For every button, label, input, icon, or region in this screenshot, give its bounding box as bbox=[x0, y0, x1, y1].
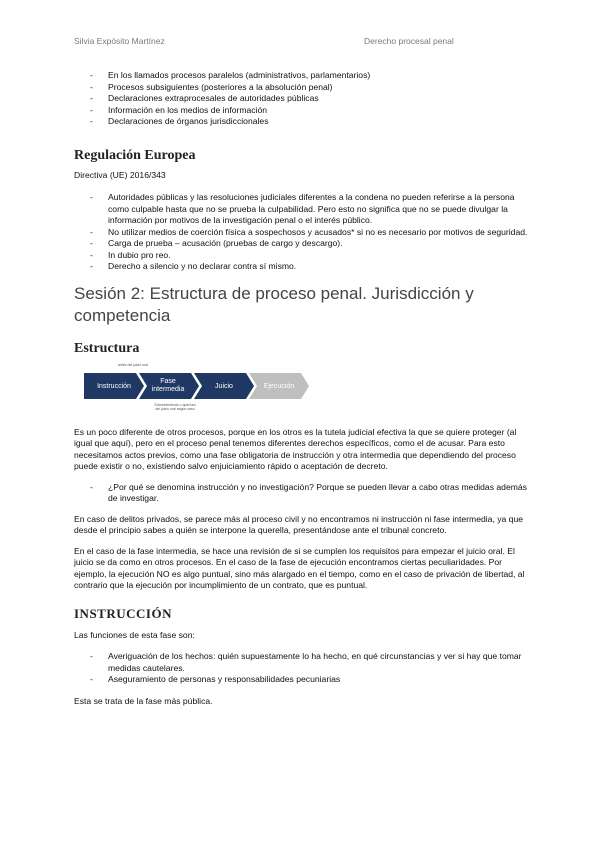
step-instruccion-label: Instrucción bbox=[97, 382, 131, 390]
list-item: - Declaraciones de órganos jurisdiccionales bbox=[74, 116, 534, 128]
instruccion-heading: INSTRUCCIÓN bbox=[74, 605, 172, 621]
page-content bbox=[74, 70, 534, 707]
list-item: - No utilizar medios de coerción física a sospechosos y acusados* si no es necesario por motivos de seguridad. bbox=[74, 227, 534, 239]
estructura-question-list bbox=[74, 482, 534, 505]
instruccion-intro: Las funciones de esta fase son: bbox=[74, 629, 195, 640]
diagram-below-note: Sobreseimiento o apertura del juicio oral según caso bbox=[154, 402, 196, 411]
estructura-heading: Estructura bbox=[74, 340, 140, 356]
step-ejecucion-label: Ejecución bbox=[263, 382, 295, 390]
top-list bbox=[74, 70, 534, 128]
estructura-paragraph-1: Es un poco diferente de otros procesos, porque en los otros es la tutela judicial efectiva la que se quiere proteger (al igual que aquí), pero en el proceso penal tenemos diferentes derechos específicos, como el de acusar. Para esto necesitamos actos previos, como una fase obligatoria de instrucción y otra intermedia que dependiendo del proceso puede existir o no, existiendo salvo enjuiciamiento rápido o aceptación de decreto. bbox=[74, 426, 517, 471]
list-item: - Autoridades públicas y las resoluciones judiciales diferentes a la condena no pueden referirse a la persona como culpable hasta que no se prueba la culpabilidad. Pero esto no significa que no se puede divulgar la información por motivos de la investigación penal o el interés público. bbox=[74, 192, 534, 227]
header-author: Silvia Expósito Martínez bbox=[74, 36, 165, 46]
estructura-paragraph-2: En caso de delitos privados, se parece más al proceso civil y no encontramos ni instrucción ni fase intermedia, ya que desde el principio sabes a quién se interpone la querella, presentándose ante el tribunal concreto. bbox=[74, 513, 524, 535]
list-item: - Información en los medios de información bbox=[74, 105, 534, 117]
list-item: - En los llamados procesos paralelos (administrativos, parlamentarios) bbox=[74, 70, 534, 82]
sesion-heading: Sesión 2: Estructura de proceso penal. Jurisdicción y competencia bbox=[74, 283, 474, 325]
regulacion-heading: Regulación Europea bbox=[74, 147, 196, 163]
header-subject: Derecho procesal penal bbox=[364, 36, 454, 46]
list-item: - ¿Por qué se denomina instrucción y no investigación? Porque se pueden llevar a cabo otras medidas además de investigar. bbox=[74, 482, 534, 505]
list-item: - In dubio pro reo. bbox=[74, 250, 534, 262]
list-item: - Declaraciones extraprocesales de autoridades públicas bbox=[74, 93, 534, 105]
step-juicio-label: Juicio bbox=[215, 382, 233, 390]
list-item: - Averiguación de los hechos: quién supuestamente lo ha hecho, en qué circunstancias y ver si hay que tomar medidas cautelares. bbox=[74, 651, 534, 674]
process-diagram bbox=[74, 363, 534, 419]
regulacion-list bbox=[74, 192, 534, 273]
instruccion-closing: Esta se trata de la fase más pública. bbox=[74, 695, 213, 706]
step-fase-intermedia-label: Fase intermedia bbox=[151, 377, 185, 393]
list-item: - Derecho a silencio y no declarar contra sí mismo. bbox=[74, 261, 534, 273]
list-item: - Aseguramiento de personas y responsabilidades pecuniarias bbox=[74, 674, 534, 686]
instruccion-list bbox=[74, 651, 534, 686]
list-item: - Carga de prueba – acusación (pruebas de cargo y descargo). bbox=[74, 238, 534, 250]
estructura-paragraph-3: En el caso de la fase intermedia, se hace una revisión de si se cumplen los requisitos para empezar el juicio oral. El juicio se da como en otros procesos. En el caso de la fase de ejecución encontramos ciertas peculiaridades. Por ejemplo, la ejecución NO es algo puntual, sino más alargado en el tiempo, como en el caso de privación de libertad, al contrario que la ejecución por incumplimiento de un contrato, que es puntual. bbox=[74, 545, 525, 590]
diagram-above-note: antes del juicio oral bbox=[118, 362, 148, 367]
list-item: - Procesos subsiguientes (posteriores a la absolución penal) bbox=[74, 82, 534, 94]
directiva-label: Directiva (UE) 2016/343 bbox=[74, 169, 166, 180]
